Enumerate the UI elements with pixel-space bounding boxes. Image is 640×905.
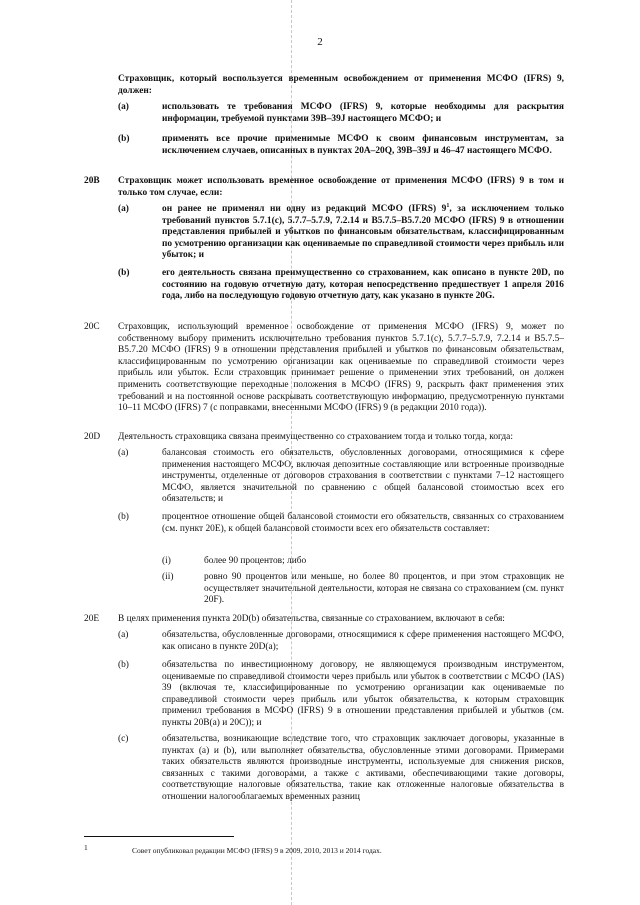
paragraph-20D: Деятельность страховщика связана преимущественно со страхованием тогда и только тогда, когда: [118, 432, 513, 442]
paragraph-20D-b-label: (b) [118, 512, 129, 522]
paragraph-number-20B: 20B [84, 176, 100, 186]
paragraph-number-20C: 20C [84, 322, 100, 332]
paragraph-20E: В целях применения пункта 20D(b) обязательства, связанные со страхованием, включают в себя: [118, 614, 505, 624]
paragraph-20D-a-text: балансовая стоимость его обязательств, обусловленных договорами, относящимися к сфере применения настоящего МСФО, включая депозитные составляющие или встроенные производные инструменты, отделенные от договоров страхования в соответствии с пунктами 7–12 настоящего МСФО, является значительной по сравнению с общей балансовой стоимостью всех его обязательств; и [162, 448, 564, 505]
paragraph-number-20D: 20D [84, 432, 101, 442]
page-number: 2 [317, 36, 323, 48]
paragraph-20E-c-text: обязательства, возникающие вследствие того, что страховщик заключает договоры, указанные в пунктах (a) и (b), или выполняет обязательства, обусловленные этими договорами. Примерами таких обязательств являются производные инструменты, используемые для снижения рисков, связанных с такими договорами, а также с активами, обеспечивающими такие договоры, соответствующие налоговые обязательства, такие как отложенные налоговые обязательства в отношении налогооблагаемых временных разниц [162, 734, 564, 802]
paragraph-20D-a-label: (a) [118, 448, 129, 458]
paragraph-20E-a-text: обязательства, обусловленные договорами, относящимися к сфере применения настоящего МСФО, как описано в пункте 20D(a); [162, 630, 564, 652]
paragraph-20B-b-text: его деятельность связана преимущественно со страхованием, как описано в пункте 20D, по состоянию на годовую отчетную дату, которая непосредственно предшествует 1 апреля 2016 года, либо на последующую годовую отчетную дату, как указано в пункте 20G. [162, 268, 564, 302]
paragraph-20E-a-label: (a) [118, 630, 129, 640]
paragraph-20D-ii-label: (ii) [162, 572, 174, 582]
paragraph-20E-c-label: (c) [118, 734, 129, 744]
intro-paragraph: Страховщик, который воспользуется временным освобождением от применения МСФО (IFRS) 9, должен: [118, 74, 564, 96]
paragraph-20B-a-label: (a) [118, 204, 129, 214]
intro-item-a-label: (a) [118, 102, 129, 112]
paragraph-20D-i-text: более 90 процентов; либо [204, 556, 307, 566]
paragraph-20E-b-label: (b) [118, 660, 129, 670]
footnote-ref: 1 [446, 202, 450, 209]
paragraph-20D-ii-text: ровно 90 процентов или меньше, но более 80 процентов, и при этом страховщик не осуществляет значительной деятельности, которая не связана со страхованием (см. пункт 20F). [204, 572, 564, 606]
paragraph-20B-a-text: он ранее не применял ни одну из редакций МСФО (IFRS) $9^1$, за исключением только требований пунктов 5.7.1(c), 5.7.7–5.7.9, 7.2.14 и B5.7.5–B5.7.20 МСФО (IFRS) 9 в отношении представления прибылей и убытков по финансовым обязательствам, классифицированным по усмотрению организации как оцениваемые по справедливой стоимости через прибыль или убыток; и [162, 202, 565, 261]
paragraph-20D-b-text: процентное отношение общей балансовой стоимости его обязательств, связанных со страхованием (см. пункт 20E), к общей балансовой стоимости всех его обязательств составляет: [162, 512, 564, 534]
intro-item-b-text: применять все прочие применимые МСФО к своим финансовым инструментам, за исключением случаев, описанных в пунктах 20A–20Q, 39B–39J и 46–47 настоящего МСФО. [162, 134, 564, 156]
intro-item-b-label: (b) [118, 134, 130, 144]
paragraph-20E-b-text: обязательства по инвестиционному договору, не являющемуся производным инструментом, оцениваемые по справедливой стоимости через прибыль или убыток в соответствии с МСФО (IAS) 39 (включая те, классифицированные по усмотрению организации как оцениваемые по справедливой стоимости через прибыль или убыток обязательства, к которым страховщик применил требования в МСФО (IFRS) 9 в отношении представления прибылей и убытков (см. пункты 20B(a) и 20C)); и [162, 660, 564, 728]
footnote-text: Совет опубликовал редакции МСФО (IFRS) 9 в 2009, 2010, 2013 и 2014 годах. [132, 846, 382, 855]
paragraph-20B: Страховщик может использовать временное освобождение от применения МСФО (IFRS) 9 в том и только том случае, если: [118, 176, 564, 198]
paragraph-20D-i-label: (i) [162, 556, 171, 566]
intro-item-a-text: использовать те требования МСФО (IFRS) 9, которые необходимы для раскрытия информации, требуемой пунктами 39B–39J настоящего МСФО; и [162, 102, 564, 124]
footnote-number: 1 [84, 843, 88, 852]
paragraph-20C: Страховщик, использующий временное освобождение от применения МСФО (IFRS) 9, может по собственному выбору применить исключительно требования пунктов 5.7.1(c), 5.7.7–5.7.9, 7.2.14 и B5.7.5–B5.7.20 МСФО (IFRS) 9 в отношении представления прибылей и убытков по финансовым обязательствам, классифицированным по усмотрению организации как оцениваемые по справедливой стоимости через прибыль или убыток. Если страховщик принимает решение о применении этих требований, он должен применить соответствующие переходные положения в МСФО (IFRS) 9, раскрыть факт применения этих требований и на постоянной основе раскрывать соответствующую информацию, предусмотренную пунктами 10–11 МСФО (IFRS) 7 (с поправками, внесенными МСФО (IFRS) 9 (в редакции 2010 года)). [118, 322, 564, 414]
paragraph-number-20E: 20E [84, 614, 100, 624]
footnote-rule [84, 836, 234, 837]
paragraph-20B-b-label: (b) [118, 268, 130, 278]
